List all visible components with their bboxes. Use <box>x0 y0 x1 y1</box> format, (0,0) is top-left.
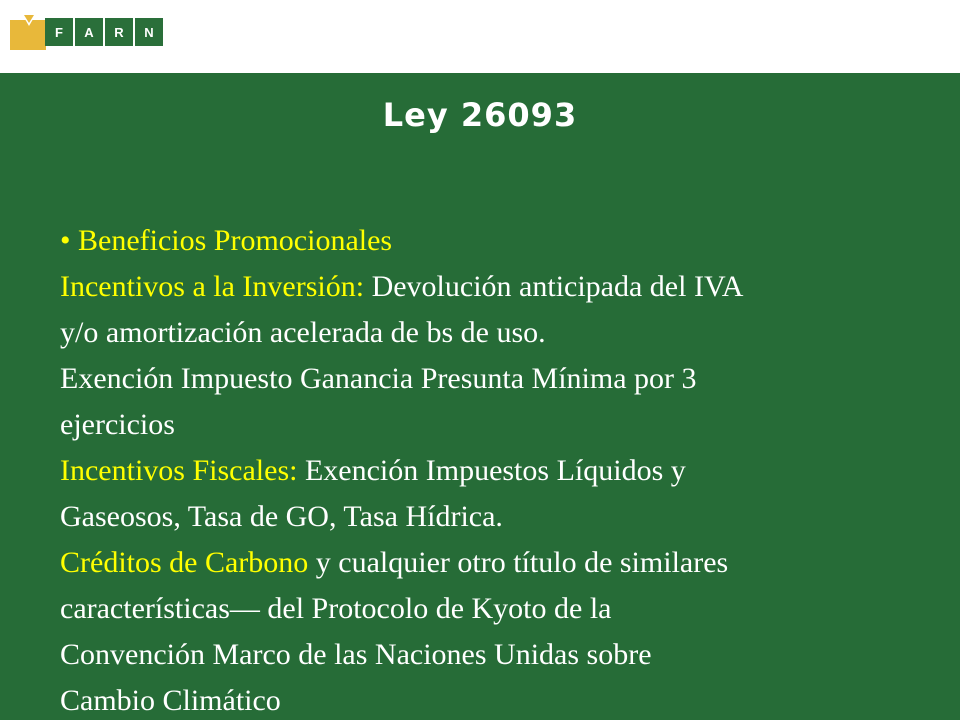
text-inversion: Devolución anticipada del IVA <box>364 270 744 303</box>
label-creditos-carbono: Créditos de Carbono <box>60 546 309 579</box>
paragraph-inversion-line2: y/o amortización acelerada de bs de uso. <box>60 316 546 349</box>
farn-chevron-icon <box>10 14 46 50</box>
paragraph-carbono-line3: Convención Marco de las Naciones Unidas sobre <box>60 638 652 671</box>
logo-letters <box>45 18 165 46</box>
header-bar <box>0 0 960 73</box>
logo-letter-f: F <box>45 18 73 46</box>
paragraph-carbono-line1 <box>60 540 920 586</box>
logo-letter-n: N <box>135 18 163 46</box>
paragraph-fiscales-line1 <box>60 448 920 494</box>
paragraph-carbono-line2: características— del Protocolo de Kyoto de la <box>60 592 612 625</box>
label-incentivos-fiscales: Incentivos Fiscales: <box>60 454 298 487</box>
slide-content <box>60 218 920 724</box>
paragraph-exencion-line2: ejercicios <box>60 408 175 441</box>
label-incentivos-inversion: Incentivos a la Inversión: <box>60 270 365 303</box>
text-carbono: y cualquier otro título de similares <box>308 546 729 579</box>
text-fiscales: Exención Impuestos Líquidos y <box>297 454 686 487</box>
paragraph-exencion-line1: Exención Impuesto Ganancia Presunta Mínima por 3 <box>60 362 697 395</box>
paragraph-carbono-line4: Cambio Climático <box>60 684 281 717</box>
slide-title: Ley 26093 <box>382 96 578 134</box>
logo-letter-r: R <box>105 18 133 46</box>
logo-letter-a: A <box>75 18 103 46</box>
paragraph-fiscales-line2: Gaseosos, Tasa de GO, Tasa Hídrica. <box>60 500 503 533</box>
paragraph-inversion-line1 <box>60 264 920 310</box>
bullet-heading: • Beneficios Promocionales <box>60 224 393 257</box>
